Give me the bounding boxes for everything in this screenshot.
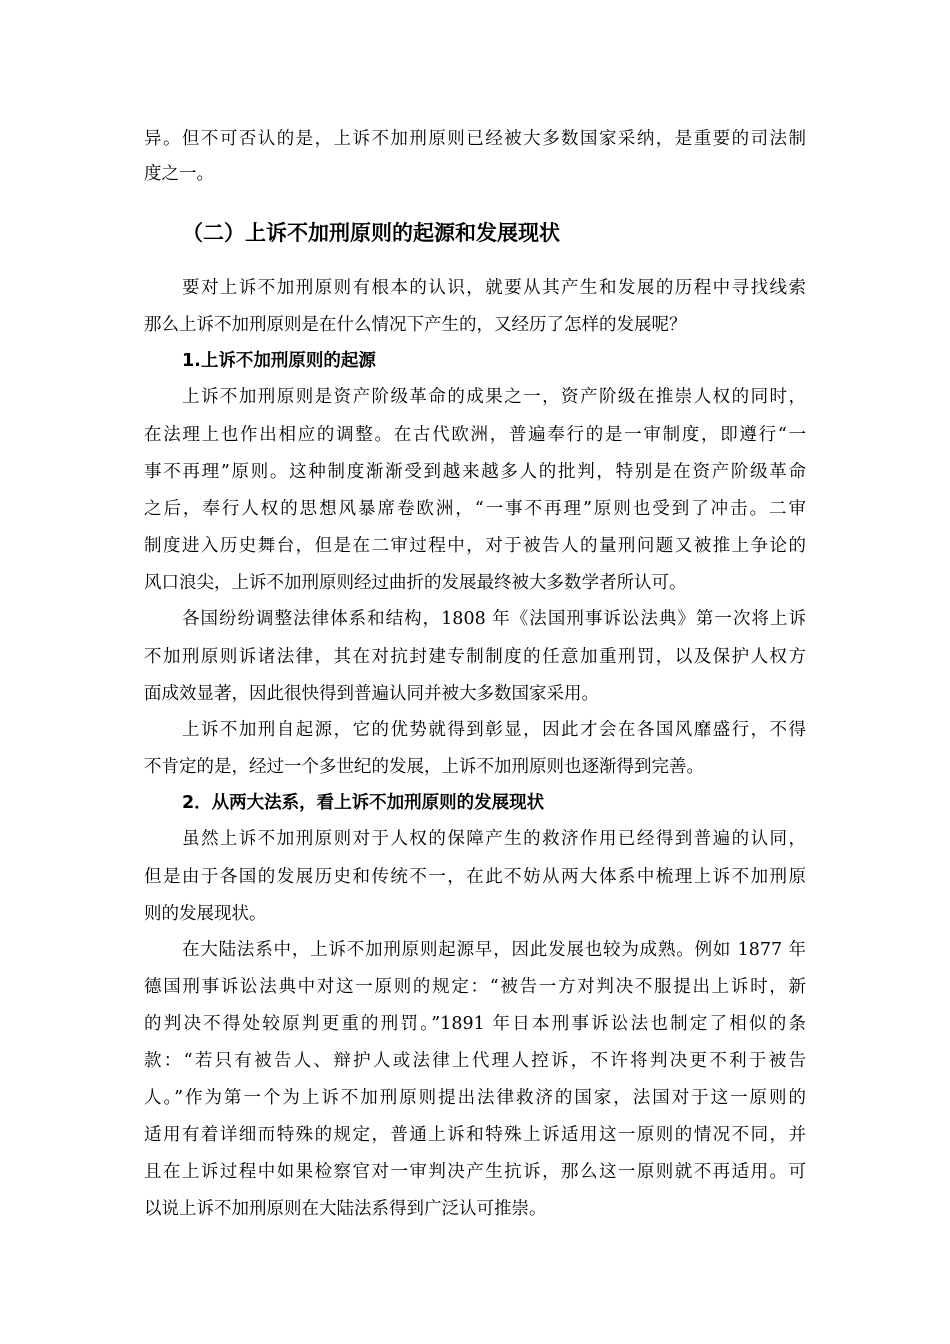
paragraph-line: 以说上诉不加刑原则在大陆法系得到广泛认可推崇。 (144, 1199, 547, 1219)
subsection-heading: 1.上诉不加刑原则的起源 (182, 351, 376, 371)
section-heading: （二）上诉不加刑原则的起源和发展现状 (182, 221, 560, 245)
paragraph-line: 适用有着详细而特殊的规定，普通上诉和特殊上诉适用这一原则的情况不同，并 (144, 1125, 806, 1145)
paragraph-line: 在法理上也作出相应的调整。在古代欧洲，普遍奉行的是一审制度，即遵行“一 (144, 425, 806, 445)
paragraph-line: 则的发展现状。 (144, 904, 267, 924)
paragraph-line: 德国刑事诉讼法典中对这一原则的规定：“被告一方对判决不服提出上诉时，新 (144, 977, 806, 997)
paragraph-line: 风口浪尖，上诉不加刑原则经过曲折的发展最终被大多数学者所认可。 (144, 573, 687, 593)
paragraph-line: 不肯定的是，经过一个多世纪的发展，上诉不加刑原则也逐渐得到完善。 (144, 757, 704, 777)
paragraph-line: 上诉不加刑原则是资产阶级革命的成果之一，资产阶级在推崇人权的同时， (182, 387, 806, 407)
paragraph-line: 事不再理”原则。这种制度渐渐受到越来越多人的批判，特别是在资产阶级革命 (144, 462, 806, 482)
paragraph-line: 各国纷纷调整法律体系和结构，1808 年《法国刑事诉讼法典》第一次将上诉 (182, 609, 806, 629)
paragraph-line: 制度进入历史舞台，但是在二审过程中，对于被告人的量刑问题又被推上争论的 (144, 536, 806, 556)
paragraph-line: 但是由于各国的发展历史和传统不一，在此不妨从两大体系中梳理上诉不加刑原 (144, 867, 806, 887)
paragraph-line: 款：“若只有被告人、辩护人或法律上代理人控诉，不许将判决更不利于被告 (144, 1051, 806, 1071)
paragraph-line: 上诉不加刑自起源，它的优势就得到彰显，因此才会在各国风靡盛行，不得 (182, 720, 806, 740)
paragraph-line: 要对上诉不加刑原则有根本的认识，就要从其产生和发展的历程中寻找线索 (182, 278, 806, 298)
paragraph-line: 虽然上诉不加刑原则对于人权的保障产生的救济作用已经得到普遍的认同， (182, 829, 806, 849)
paragraph-line: 在大陆法系中，上诉不加刑原则起源早，因此发展也较为成熟。例如 1877 年 (182, 940, 806, 960)
paragraph-line: 面成效显著，因此很快得到普遍认同并被大多数国家采用。 (144, 684, 599, 704)
paragraph-line: 异。但不可否认的是，上诉不加刑原则已经被大多数国家采纳，是重要的司法制 (144, 129, 806, 149)
subsection-heading: 2．从两大法系，看上诉不加刑原则的发展现状 (182, 793, 545, 813)
paragraph-line: 人。”作为第一个为上诉不加刑原则提出法律救济的国家，法国对于这一原则的 (144, 1088, 806, 1108)
paragraph-line: 度之一。 (144, 164, 214, 184)
paragraph-line: 的判决不得处较原判更重的刑罚。”1891 年日本刑事诉讼法也制定了相似的条 (144, 1014, 806, 1034)
paragraph-line: 那么上诉不加刑原则是在什么情况下产生的，又经历了怎样的发展呢？ (144, 315, 687, 335)
paragraph-line: 之后，奉行人权的思想风暴席卷欧洲，“一事不再理”原则也受到了冲击。二审 (144, 499, 806, 519)
paragraph-line: 且在上诉过程中如果检察官对一审判决产生抗诉，那么这一原则就不再适用。可 (144, 1162, 806, 1182)
paragraph-line: 不加刑原则诉诸法律，其在对抗封建专制制度的任意加重刑罚，以及保护人权方 (144, 647, 806, 667)
